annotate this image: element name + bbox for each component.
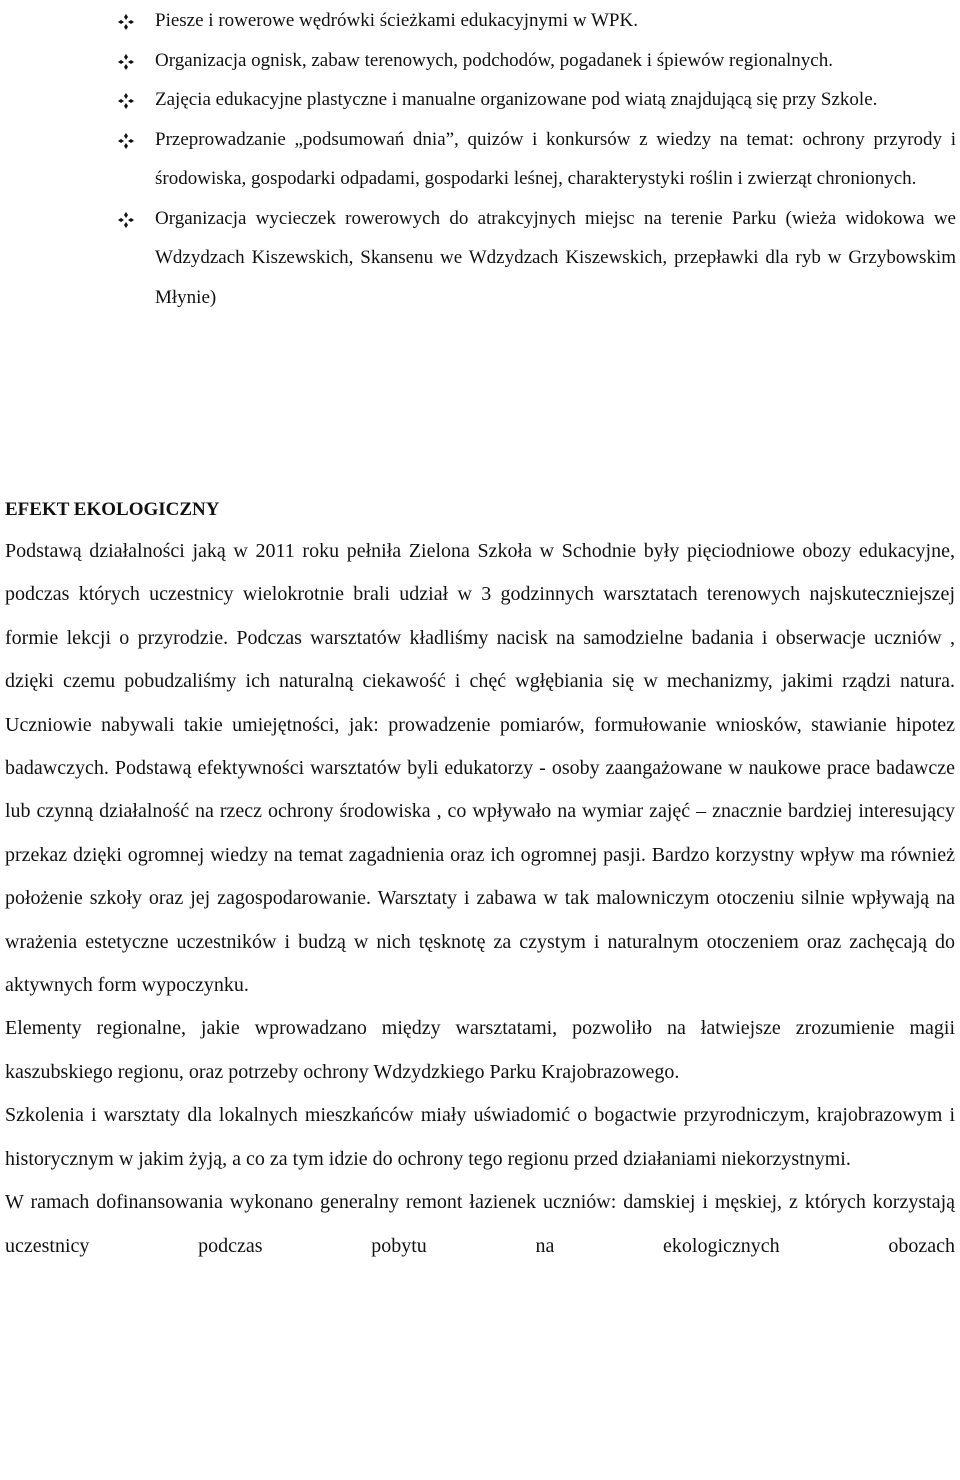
list-item-text: Organizacja wycieczek rowerowych do atrakcyjnych miejsc na terenie Parku (wieża widokowa we Wdzydzach Kiszewskich, Skansenu we Wdzydzach Kiszewskich, przepławki dla ryb w Grzybowskim Młynie) — [155, 207, 956, 308]
diamond-bullet-icon — [118, 41, 136, 81]
diamond-bullet-icon — [118, 80, 136, 120]
activities-list — [118, 1, 956, 317]
list-item — [118, 80, 956, 120]
section-heading: EFEKT EKOLOGICZNY — [5, 499, 220, 520]
paragraph: Szkolenia i warsztaty dla lokalnych mieszkańców miały uświadomić o bogactwie przyrodniczym, krajobrazowym i historycznym w jakim żyją, a co za tym idzie do ochrony tego regionu przed działaniami niekorzystnymi. — [5, 1104, 955, 1170]
list-item-text: Piesze i rowerowe wędrówki ścieżkami edukacyjnymi w WPK. — [155, 10, 638, 31]
list-item-text: Przeprowadzanie „podsumowań dnia”, quizów i konkursów z wiedzy na temat: ochrony przyrody i środowiska, gospodarki odpadami, gospodarki leśnej, charakterystyki roślin i zwierząt chronionych. — [155, 128, 956, 189]
list-item — [118, 1, 956, 41]
paragraph: W ramach dofinansowania wykonano generalny remont łazienek uczniów: damskiej i męskiej, z których korzystają uczestnicy podczas pobytu na ekologicznych obozach — [5, 1191, 955, 1257]
diamond-bullet-icon — [118, 120, 136, 160]
diamond-bullet-icon — [118, 1, 136, 41]
list-item — [118, 41, 956, 81]
paragraph: Podstawą działalności jaką w 2011 roku pełniła Zielona Szkoła w Schodnie były pięciodniowe obozy edukacyjne, podczas których uczestnicy wielokrotnie brali udział w 3 godzinnych warsztatach terenowych najskuteczniejszej formie lekcji o przyrodzie. Podczas warsztatów kładliśmy nacisk na samodzielne badania i obserwacje uczniów , dzięki czemu pobudzaliśmy ich naturalną ciekawość i chęć wgłębiania się w mechanizmy, jakimi rządzi natura. Uczniowie nabywali takie umiejętności, jak: prowadzenie pomiarów, formułowanie wniosków, stawianie hipotez badawczych. Podstawą efektywności warsztatów byli edukatorzy - osoby zaangażowane w naukowe prace badawcze lub czynną działalność na rzecz ochrony środowiska , co wpływało na wymiar zajęć – znacznie bardziej interesujący przekaz dzięki ogromnej wiedzy na temat zagadnienia oraz ich ogromnej pasji. Bardzo korzystny wpływ ma również położenie szkoły oraz jej zagospodarowanie. Warsztaty i zabawa w tak malowniczym otoczeniu silnie wpływają na wrażenia estetyczne uczestników i budzą w nich tęsknotę za czystym i naturalnym otoczeniem oraz zachęcają do aktywnych form wypoczynku. — [5, 540, 955, 997]
diamond-bullet-icon — [118, 199, 136, 239]
list-item — [118, 199, 956, 318]
list-item-text: Zajęcia edukacyjne plastyczne i manualne organizowane pod wiatą znajdującą się przy Szkole. — [155, 89, 878, 110]
paragraph: Elementy regionalne, jakie wprowadzano między warsztatami, pozwoliło na łatwiejsze zrozumienie magii kaszubskiego regionu, oraz potrzeby ochrony Wdzydzkiego Parku Krajobrazowego. — [5, 1017, 955, 1083]
list-item-text: Organizacja ognisk, zabaw terenowych, podchodów, pogadanek i śpiewów regionalnych. — [155, 49, 833, 71]
ecological-effect-section — [5, 490, 955, 1268]
list-item — [118, 120, 956, 199]
